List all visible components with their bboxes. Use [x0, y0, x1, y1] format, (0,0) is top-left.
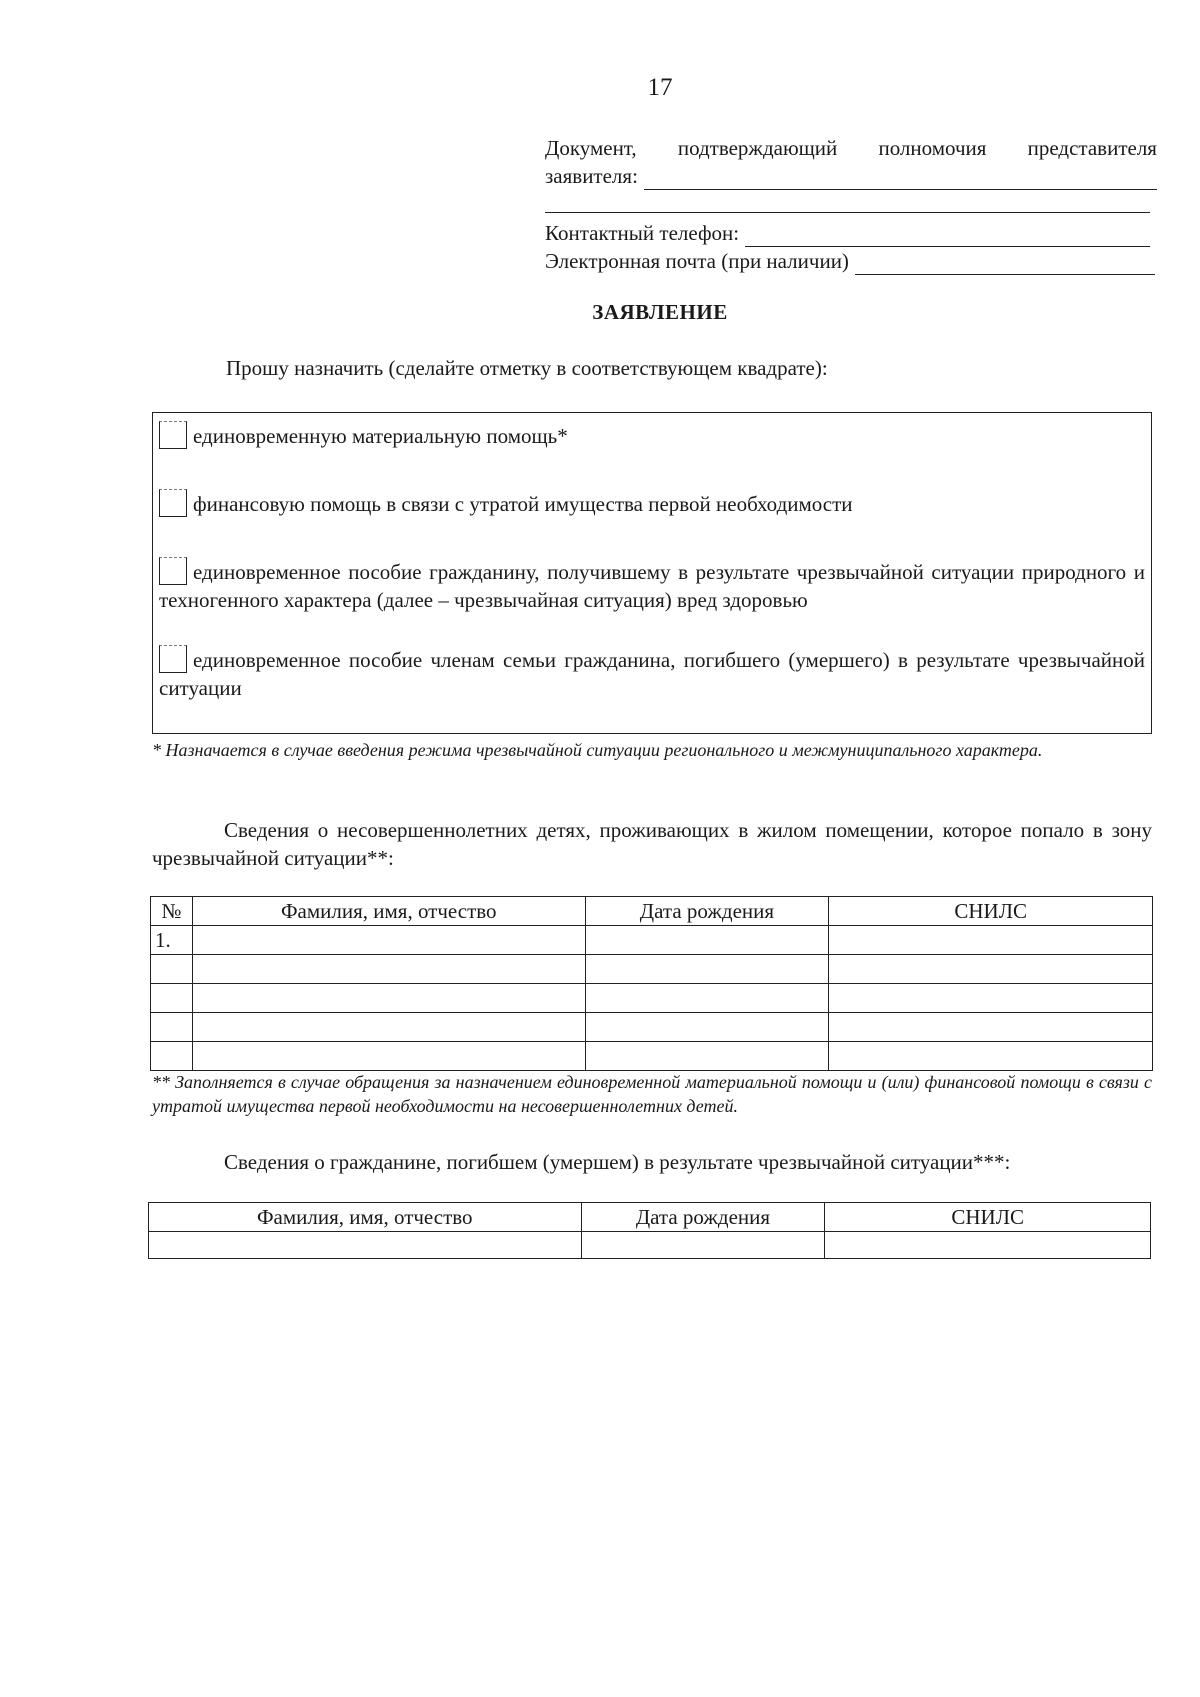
cell-birth-date[interactable] [585, 955, 829, 984]
cell-snils[interactable] [829, 926, 1153, 955]
row-number [151, 955, 193, 984]
page-number: 17 [647, 74, 673, 101]
row-number [151, 1042, 193, 1071]
footnote-1: * Назначается в случае введения режима чрезвычайной ситуации регионального и межмуниципального характера. [152, 740, 1043, 760]
header-snils: СНИЛС [825, 1203, 1151, 1232]
cell-full-name[interactable] [192, 926, 585, 955]
cell-full-name[interactable] [192, 1042, 585, 1071]
cell-birth-date[interactable] [585, 1013, 829, 1042]
cell-full-name[interactable] [149, 1232, 582, 1259]
document-title: ЗАЯВЛЕНИЕ [592, 300, 728, 324]
row-number [151, 1013, 193, 1042]
representative-document-label: Документ, подтверждающий полномочия представителя [545, 136, 1157, 160]
table-header-row [149, 1203, 1151, 1232]
footnote-2: ** Заполняется в случае обращения за назначением единовременной материальной помощи и (или) финансовой помощи в связи с утратой имущества первой необходимости на несовершеннолетних детей. [152, 1072, 1152, 1116]
cell-snils[interactable] [829, 1013, 1153, 1042]
children-intro: Сведения о несовершеннолетних детях, проживающих в жилом помещении, которое попало в зону чрезвычайной ситуации**: [152, 818, 1152, 870]
options-box [152, 412, 1152, 734]
table-row[interactable] [151, 1013, 1153, 1042]
cell-birth-date[interactable] [585, 984, 829, 1013]
cell-full-name[interactable] [192, 984, 585, 1013]
header-full-name: Фамилия, имя, отчество [149, 1203, 582, 1232]
table-row[interactable] [151, 926, 1153, 955]
row-number [151, 984, 193, 1013]
cell-snils[interactable] [825, 1232, 1151, 1259]
email-field[interactable] [545, 247, 1155, 275]
document-blank-line-2[interactable] [545, 212, 1150, 213]
cell-birth-date[interactable] [581, 1232, 825, 1259]
children-table [150, 896, 1153, 1071]
cell-birth-date[interactable] [585, 926, 829, 955]
table-row[interactable] [151, 1042, 1153, 1071]
cell-snils[interactable] [829, 955, 1153, 984]
cell-snils[interactable] [829, 1042, 1153, 1071]
cell-birth-date[interactable] [585, 1042, 829, 1071]
row-number: 1. [151, 926, 193, 955]
phone-blank-line[interactable] [745, 226, 1150, 247]
table-row[interactable] [151, 984, 1153, 1013]
cell-full-name[interactable] [192, 1013, 585, 1042]
cell-full-name[interactable] [192, 955, 585, 984]
document-blank-line[interactable] [644, 169, 1157, 190]
deceased-intro: Сведения о гражданине, погибшем (умершем) в результате чрезвычайной ситуации***: [224, 1150, 1011, 1174]
checkbox-health-harm-allowance[interactable] [159, 557, 187, 585]
option-family-allowance[interactable]: единовременное пособие членам семьи гражданина, погибшего (умершего) в результате чрезвычайной ситуации [159, 645, 1145, 702]
checkbox-material-aid[interactable] [159, 421, 187, 449]
option-financial-aid[interactable]: финансовую помощь в связи с утратой имущества первой необходимости [159, 489, 1145, 518]
cell-snils[interactable] [829, 984, 1153, 1013]
request-intro: Прошу назначить (сделайте отметку в соответствующем квадрате): [226, 356, 828, 380]
option-health-harm-allowance[interactable]: единовременное пособие гражданину, получившему в результате чрезвычайной ситуации природного и техногенного характера (далее – чрезвычайная ситуация) вред здоровью [159, 557, 1145, 614]
checkbox-financial-aid[interactable] [159, 489, 187, 517]
header-full-name: Фамилия, имя, отчество [192, 897, 585, 926]
table-row[interactable] [149, 1232, 1151, 1259]
option-material-aid[interactable]: единовременную материальную помощь* [159, 421, 1145, 450]
phone-field[interactable] [545, 219, 1150, 247]
header-number: № [151, 897, 193, 926]
phone-label: Контактный телефон: [545, 221, 740, 245]
table-row[interactable] [151, 955, 1153, 984]
header-birth-date: Дата рождения [585, 897, 829, 926]
header-snils: СНИЛС [829, 897, 1153, 926]
table-header-row [151, 897, 1153, 926]
email-blank-line[interactable] [855, 254, 1155, 275]
representative-document-field[interactable]: заявителя: [545, 162, 1157, 190]
header-birth-date: Дата рождения [581, 1203, 825, 1232]
checkbox-family-allowance[interactable] [159, 645, 187, 673]
deceased-table [148, 1202, 1151, 1259]
email-label: Электронная почта (при наличии) [545, 249, 849, 273]
